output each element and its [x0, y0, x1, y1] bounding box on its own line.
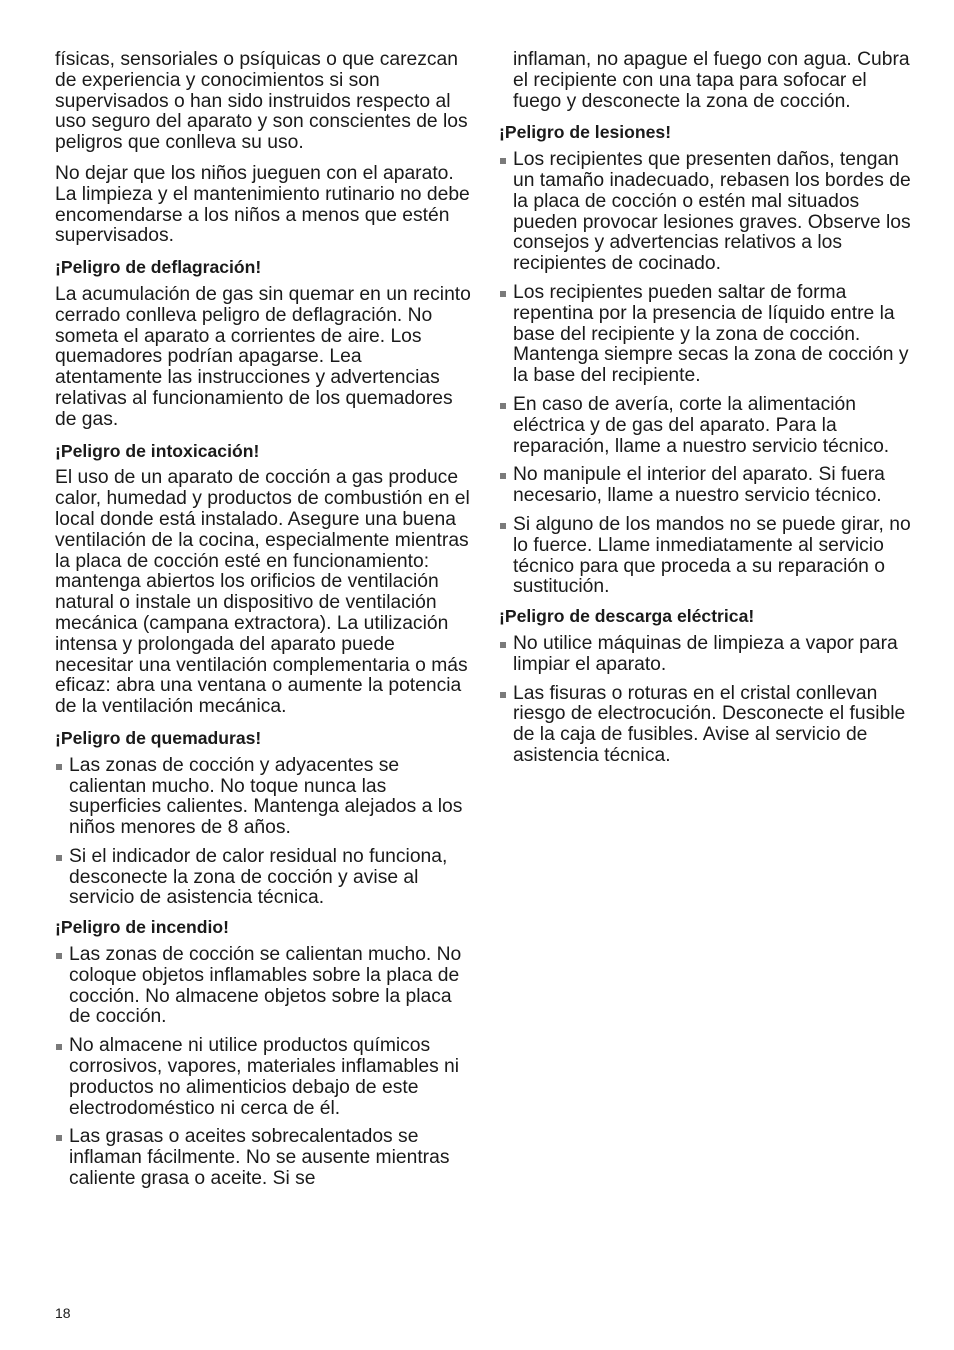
list-item-text: Los recipientes pueden saltar de forma repentina por la presencia de líquido entre la base del recipiente y la zona de cocción. Mantenga siempre secas la zona de cocción y la base del recipiente.: [513, 281, 909, 387]
list-item: [55, 1036, 473, 1119]
square-bullet-icon: [56, 1135, 62, 1141]
list-item-text: Las grasas o aceites sobrecalentados se inflaman fácilmente. No se ausente mientras caliente grasa o aceite. Si se: [69, 1126, 450, 1190]
square-bullet-icon: [500, 642, 506, 648]
list-item: [499, 283, 917, 387]
right-column: [499, 50, 917, 775]
injuries-list: [499, 150, 917, 598]
deflagration-heading: ¡Peligro de deflagración!: [55, 257, 262, 278]
injuries-heading: ¡Peligro de lesiones!: [499, 122, 672, 143]
list-item: [55, 1127, 473, 1189]
square-bullet-icon: [500, 291, 506, 297]
list-item: [55, 945, 473, 1028]
list-item: [499, 395, 917, 457]
square-bullet-icon: [500, 523, 506, 529]
intro-paragraph: No dejar que los niños jueguen con el aparato. La limpieza y el mantenimiento rutinario no debe encomendarse a los niños a menos que estén supervisados.: [55, 162, 470, 247]
list-item-text: Si alguno de los mandos no se puede girar, no lo fuerce. Llame inmediatamente al servicio técnico para que proceda a su reparación o sustitución.: [513, 513, 911, 598]
intoxication-text: El uso de un aparato de cocción a gas produce calor, humedad y productos de combustión en el local donde está instalado. Asegure una buena ventilación de la cocina, especialmente mientras la placa de cocción esté en funcionamiento: mantenga abiertos los orificios de ventilación natural o instale un dispositivo de ventilación mecánica (campana extractora). La utilización intensa y prolongada del aparato puede necesitar una ventilación complementaria o más eficaz: abra una ventana o aumente la potencia de la ventilación mecánica.: [55, 467, 470, 718]
list-item-text: Si el indicador de calor residual no funciona, desconecte la zona de cocción y avise al servicio de asistencia técnica.: [69, 845, 448, 909]
list-item-text: No manipule el interior del aparato. Si fuera necesario, llame a nuestro servicio técnico.: [513, 464, 885, 507]
fire-list: [55, 945, 473, 1190]
list-item: [499, 150, 917, 275]
continuation-text: inflaman, no apague el fuego con agua. Cubra el recipiente con una tapa para sofocar el fuego y desconecte la zona de cocción.: [513, 49, 910, 112]
square-bullet-icon: [500, 692, 506, 698]
list-item-text: Las zonas de cocción se calientan mucho. No coloque objetos inflamables sobre la placa de cocción. No almacene objetos sobre la placa de cocción.: [69, 944, 462, 1028]
intoxication-heading: ¡Peligro de intoxicación!: [55, 440, 260, 461]
list-item-text: Las fisuras o roturas en el cristal conllevan riesgo de electrocución. Desconecte el fusible de la caja de fusibles. Avise al servicio de asistencia técnica.: [513, 682, 906, 766]
deflagration-text: La acumulación de gas sin quemar en un recinto cerrado conlleva peligro de deflagración. No someta el aparato a corrientes de aire. Los quemadores podrían apagarse. Lea atentamente las instrucciones y advertencias relativas al funcionamiento de los quemadores de gas.: [55, 283, 471, 430]
list-item: [499, 634, 917, 676]
list-item-text: Los recipientes que presenten daños, tengan un tamaño inadecuado, rebasen los bordes de la placa de cocción o estén mal situados pueden provocar lesiones graves. Observe los consejos y advertencias relativos a los recipientes de cocinado.: [513, 149, 911, 275]
list-item-text: En caso de avería, corte la alimentación eléctrica y de gas del aparato. Para la reparación, llame a nuestro servicio técnico.: [513, 393, 890, 457]
fire-heading: ¡Peligro de incendio!: [55, 917, 229, 938]
burns-heading: ¡Peligro de quemaduras!: [55, 727, 262, 748]
square-bullet-icon: [56, 855, 62, 861]
electric-shock-list: [499, 634, 917, 767]
list-item: [499, 684, 917, 767]
left-column: [55, 50, 473, 1198]
square-bullet-icon: [500, 403, 506, 409]
list-item-text: No utilice máquinas de limpieza a vapor para limpiar el aparato.: [513, 632, 898, 675]
square-bullet-icon: [500, 473, 506, 479]
list-item-text: Las zonas de cocción y adyacentes se calientan mucho. No toque nunca las superficies calientes. Mantenga alejados a los niños menores de 8 años.: [69, 754, 463, 839]
list-item: [499, 465, 917, 507]
square-bullet-icon: [56, 764, 62, 770]
electric-shock-heading: ¡Peligro de descarga eléctrica!: [499, 606, 755, 627]
page-number: 18: [55, 1305, 71, 1321]
list-item: [55, 847, 473, 909]
list-item: [55, 756, 473, 839]
square-bullet-icon: [500, 158, 506, 164]
intro-paragraph: físicas, sensoriales o psíquicas o que carezcan de experiencia y conocimientos si son supervisados o han sido instruidos respecto al uso seguro del aparato y son conscientes de los peligros que conlleva su uso.: [55, 49, 468, 154]
square-bullet-icon: [56, 953, 62, 959]
burns-list: [55, 756, 473, 910]
list-item: [499, 515, 917, 598]
list-item-text: No almacene ni utilice productos químicos corrosivos, vapores, materiales inflamables ni productos no alimenticios debajo de este electrodoméstico ni cerca de él.: [69, 1035, 460, 1119]
square-bullet-icon: [56, 1044, 62, 1050]
